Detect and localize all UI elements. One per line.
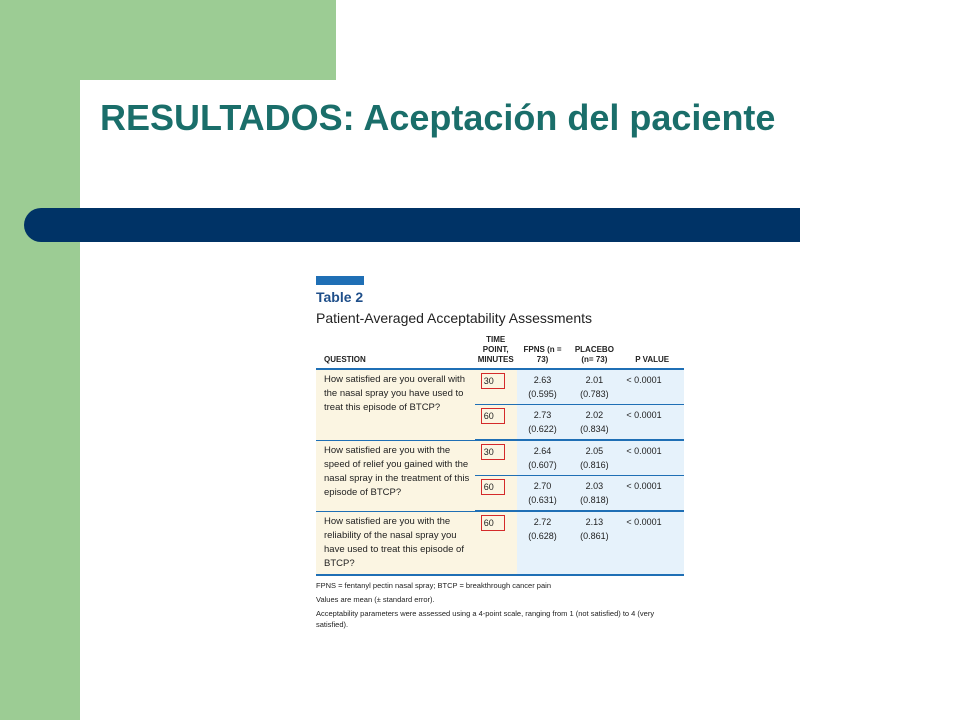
top-green-band (0, 0, 336, 80)
pvalue-cell: < 0.0001 (620, 405, 684, 441)
fpns-cell: 2.73 (0.622) (517, 405, 569, 441)
time-point-cell (475, 369, 517, 405)
table-figure (316, 276, 688, 633)
slide-title: RESULTADOS: Aceptación del paciente (100, 97, 776, 138)
placebo-cell: 2.13 (0.861) (568, 511, 620, 575)
fpns-cell: 2.63 (0.595) (517, 369, 569, 405)
time-point-cell (475, 511, 517, 575)
time-point-highlight: 60 (481, 479, 505, 495)
time-point-highlight: 30 (481, 373, 505, 389)
fpns-cell: 2.70 (0.631) (517, 476, 569, 512)
placebo-cell: 2.02 (0.834) (568, 405, 620, 441)
acceptability-table (316, 333, 684, 576)
time-point-cell (475, 405, 517, 441)
header-time-point: TIME POINT, MINUTES (475, 333, 517, 369)
table-tab-marker (316, 276, 364, 285)
footnote-values: Values are mean (± standard error). (316, 594, 435, 604)
pvalue-cell: < 0.0001 (620, 511, 684, 575)
header-question: QUESTION (316, 333, 475, 369)
footnote-abbreviations: FPNS = fentanyl pectin nasal spray; BTCP = breakthrough cancer pain (316, 580, 551, 590)
time-point-cell (475, 476, 517, 512)
table-row (316, 511, 684, 575)
question-cell: How satisfied are you with the reliability of the nasal spray you have used to treat this episode of BTCP? (316, 511, 475, 575)
pvalue-cell: < 0.0001 (620, 476, 684, 512)
fpns-cell: 2.72 (0.628) (517, 511, 569, 575)
time-point-cell (475, 440, 517, 476)
placebo-cell: 2.01 (0.783) (568, 369, 620, 405)
pvalue-cell: < 0.0001 (620, 369, 684, 405)
header-fpns: FPNS (n = 73) (517, 333, 569, 369)
time-point-highlight: 60 (481, 515, 505, 531)
placebo-cell: 2.03 (0.818) (568, 476, 620, 512)
table-header-row (316, 333, 684, 369)
title-divider-bar (24, 208, 800, 242)
time-point-highlight: 60 (481, 408, 505, 424)
table-label: Table 2 (316, 289, 364, 305)
table-title: Patient-Averaged Acceptability Assessments (316, 310, 593, 326)
question-cell: How satisfied are you with the speed of relief you gained with the nasal spray in the treatment of this episode of BTCP? (316, 440, 475, 511)
table-footnotes (316, 580, 688, 630)
fpns-cell: 2.64 (0.607) (517, 440, 569, 476)
table-row (316, 369, 684, 405)
header-placebo: PLACEBO (n= 73) (568, 333, 620, 369)
header-pvalue: P VALUE (620, 333, 684, 369)
footnote-scale: Acceptability parameters were assessed using a 4-point scale, ranging from 1 (not satisfied) to 4 (very satisfied). (316, 608, 655, 629)
question-cell: How satisfied are you overall with the nasal spray you have used to treat this episode of BTCP? (316, 369, 475, 440)
time-point-highlight: 30 (481, 444, 505, 460)
left-green-band (0, 0, 80, 720)
pvalue-cell: < 0.0001 (620, 440, 684, 476)
placebo-cell: 2.05 (0.816) (568, 440, 620, 476)
table-row (316, 440, 684, 476)
